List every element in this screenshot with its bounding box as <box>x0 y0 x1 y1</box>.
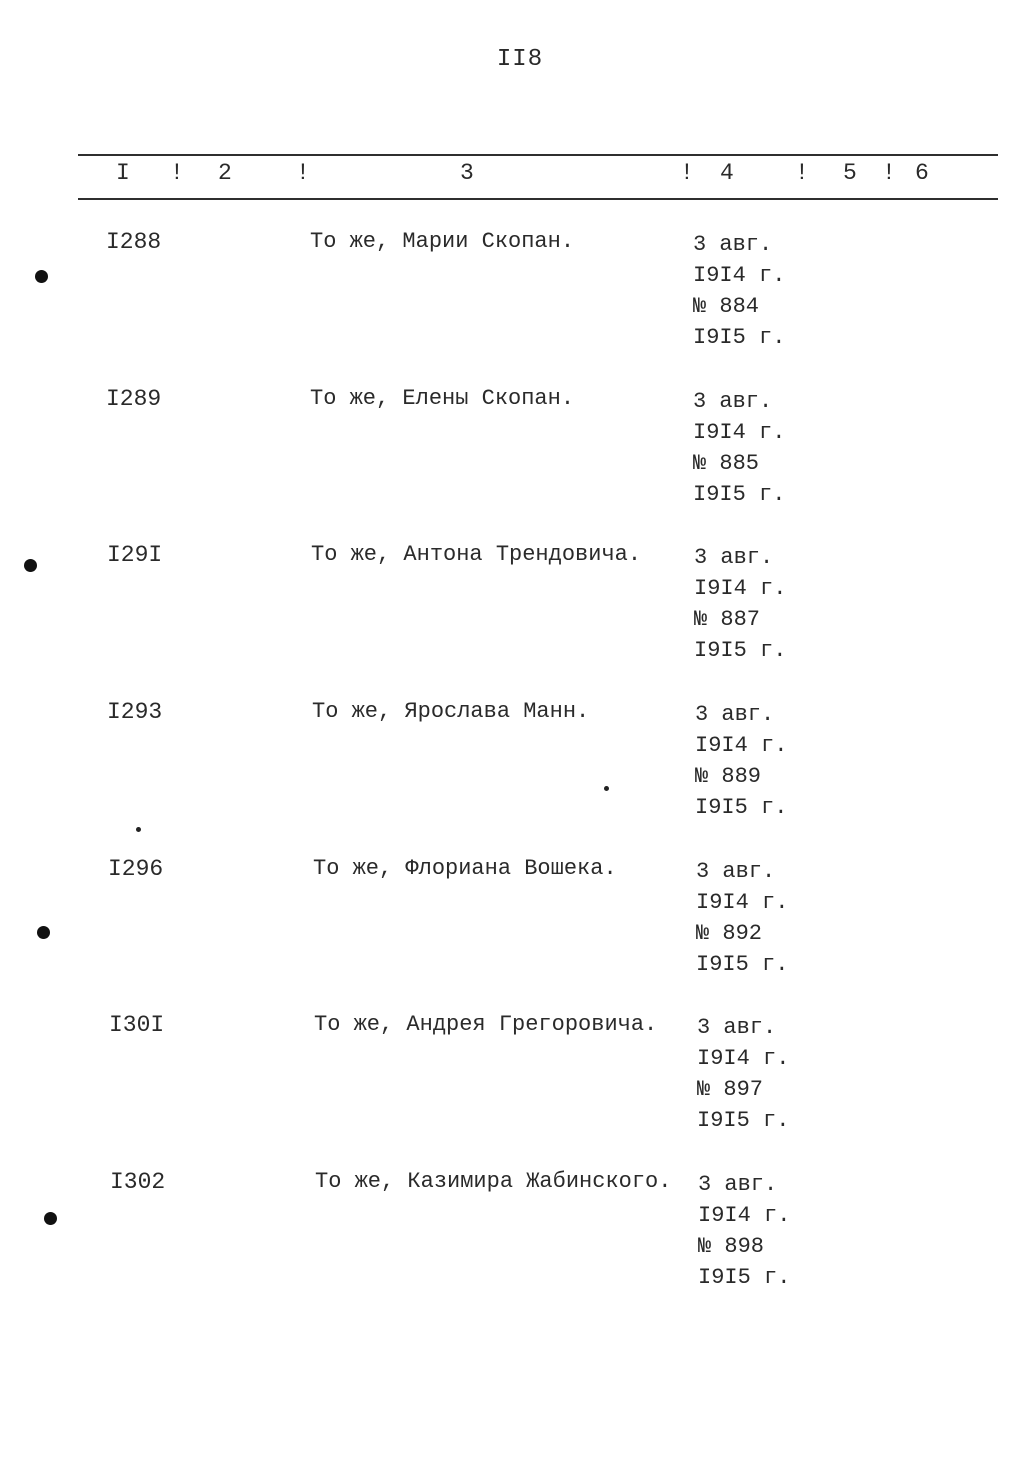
date-year-end: I9I5 г. <box>694 638 787 663</box>
document-number: № 889 <box>695 764 762 789</box>
date-day: 3 авг. <box>697 1015 777 1040</box>
table-row <box>0 1012 1024 1152</box>
binder-hole <box>37 926 50 939</box>
document-number: № 884 <box>693 294 760 319</box>
record-number: I293 <box>107 699 163 725</box>
column-header-6: 6 <box>915 160 929 186</box>
record-date <box>694 542 786 666</box>
record-date <box>693 229 785 353</box>
record-description: То же, Флориана Вошека. <box>313 856 617 881</box>
date-day: 3 авг. <box>694 545 774 570</box>
date-year-end: I9I5 г. <box>696 952 789 977</box>
date-year: I9I4 г. <box>693 420 786 445</box>
date-year: I9I4 г. <box>697 1046 790 1071</box>
record-number: I30I <box>109 1012 165 1038</box>
binder-hole <box>24 559 37 572</box>
record-number: I289 <box>106 386 162 412</box>
record-description: То же, Антона Трендовича. <box>311 542 642 567</box>
document-number: № 897 <box>697 1077 764 1102</box>
ink-speck <box>136 827 141 832</box>
date-year: I9I4 г. <box>698 1203 791 1228</box>
binder-hole <box>44 1212 57 1225</box>
record-date <box>693 386 785 510</box>
table-row <box>0 229 1024 369</box>
table-row <box>0 856 1024 996</box>
date-year-end: I9I5 г. <box>695 795 788 820</box>
column-separator: ! <box>795 160 809 186</box>
column-separator: ! <box>296 160 310 186</box>
date-year: I9I4 г. <box>695 733 788 758</box>
table-header-top-rule <box>78 154 998 156</box>
date-year-end: I9I5 г. <box>697 1108 790 1133</box>
record-date <box>695 699 787 823</box>
record-description: То же, Елены Скопан. <box>310 386 575 411</box>
record-number: I296 <box>108 856 164 882</box>
document-number: № 898 <box>698 1234 765 1259</box>
date-year-end: I9I5 г. <box>693 482 786 507</box>
date-day: 3 авг. <box>695 702 775 727</box>
date-day: 3 авг. <box>698 1172 778 1197</box>
record-date <box>698 1169 790 1293</box>
record-number: I29I <box>107 542 163 568</box>
table-row <box>0 1169 1024 1309</box>
column-header-3: 3 <box>460 160 474 186</box>
record-number: I288 <box>106 229 162 255</box>
binder-hole <box>35 270 48 283</box>
table-row <box>0 699 1024 839</box>
date-day: 3 авг. <box>693 389 773 414</box>
table-row <box>0 542 1024 682</box>
date-year-end: I9I5 г. <box>693 325 786 350</box>
column-separator: ! <box>882 160 896 186</box>
record-date <box>697 1012 789 1136</box>
record-description: То же, Марии Скопан. <box>310 229 575 254</box>
date-day: 3 авг. <box>696 859 776 884</box>
date-year: I9I4 г. <box>693 263 786 288</box>
column-header-2: 2 <box>218 160 232 186</box>
column-header-1: I <box>116 160 130 186</box>
date-day: 3 авг. <box>693 232 773 257</box>
date-year: I9I4 г. <box>696 890 789 915</box>
record-description: То же, Ярослава Манн. <box>312 699 590 724</box>
document-number: № 892 <box>696 921 763 946</box>
column-separator: ! <box>170 160 184 186</box>
column-separator: ! <box>680 160 694 186</box>
record-date <box>696 856 788 980</box>
ink-speck <box>604 786 609 791</box>
table-row <box>0 386 1024 526</box>
record-number: I302 <box>110 1169 166 1195</box>
document-number: № 885 <box>693 451 760 476</box>
column-header-4: 4 <box>720 160 734 186</box>
date-year: I9I4 г. <box>694 576 787 601</box>
date-year-end: I9I5 г. <box>698 1265 791 1290</box>
document-number: № 887 <box>694 607 761 632</box>
page-number: II8 <box>496 46 544 73</box>
record-description: То же, Андрея Грегоровича. <box>314 1012 658 1037</box>
column-header-5: 5 <box>843 160 857 186</box>
table-header-bottom-rule <box>78 198 998 200</box>
record-description: То же, Казимира Жабинского. <box>315 1169 672 1194</box>
